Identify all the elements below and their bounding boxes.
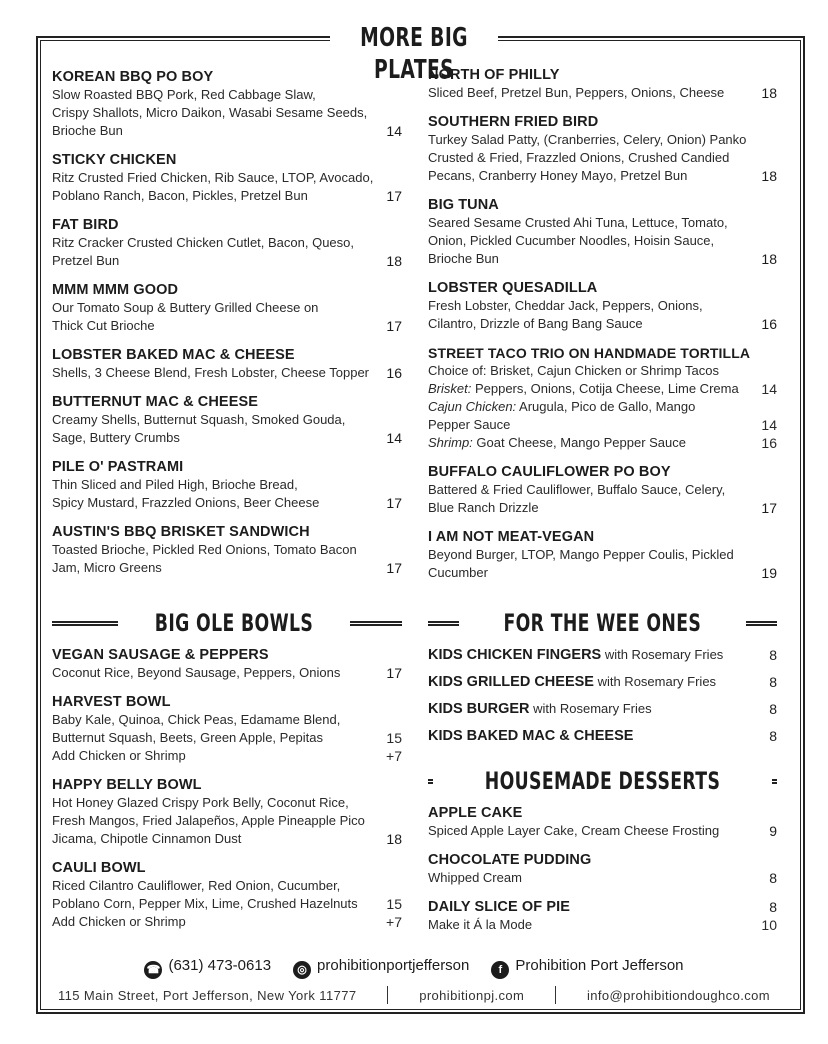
- menu-item: [428, 528, 777, 582]
- divider: [387, 986, 388, 1004]
- menu-item: [52, 346, 402, 382]
- item-description: Baby Kale, Quinoa, Chick Peas, Edamame Blend, Butternut Squash, Beets, Green Apple, Pepitas 15 Add Chicken or Shrimp +7: [52, 712, 402, 764]
- divider: [52, 621, 118, 626]
- item-price: 14: [761, 417, 777, 433]
- item-price: 19: [761, 565, 777, 581]
- instagram-icon: ◎: [293, 961, 311, 979]
- item-name: LOBSTER QUESADILLA: [428, 280, 598, 296]
- left-plates-column: [52, 68, 402, 588]
- item-description: Make it Á la Mode 10: [428, 917, 777, 933]
- item-name: PILE O' PASTRAMI: [52, 459, 184, 475]
- item-name: BIG TUNA: [428, 197, 499, 213]
- item-price-a-la-mode: 10: [761, 917, 777, 933]
- item-price: 8: [769, 870, 777, 886]
- item-price: 16: [761, 316, 777, 332]
- item-description: Creamy Shells, Butternut Squash, Smoked Gouda, Sage, Buttery Crumbs: [52, 412, 346, 445]
- item-price: 8: [769, 899, 777, 915]
- item-name: BUFFALO CAULIFLOWER PO BOY: [428, 464, 671, 480]
- phone-contact[interactable]: ☎ (631) 473-0613: [144, 957, 271, 977]
- item-price: 15: [386, 730, 402, 746]
- item-name: SOUTHERN FRIED BIRD: [428, 114, 599, 130]
- menu-item: [52, 523, 402, 577]
- item-name: APPLE CAKE: [428, 805, 523, 821]
- menu-item: [428, 463, 777, 517]
- item-name: STICKY CHICKEN: [52, 152, 177, 168]
- menu-item: [52, 458, 402, 512]
- item-description: Shells, 3 Cheese Blend, Fresh Lobster, Cheese Topper: [52, 365, 370, 380]
- item-price: 18: [761, 85, 777, 101]
- item-price: 14: [386, 123, 402, 139]
- facebook-contact[interactable]: f Prohibition Port Jefferson: [491, 957, 683, 977]
- menu-item: [52, 776, 402, 848]
- menu-item: [52, 68, 402, 140]
- item-price: 17: [386, 560, 402, 576]
- addon-price: +7: [386, 748, 402, 764]
- bowls-section-header: BIG OLE BOWLS: [52, 608, 402, 638]
- phone-icon: ☎: [144, 961, 162, 979]
- bowls-column: [52, 646, 402, 942]
- menu-item: [428, 196, 777, 268]
- item-description: Seared Sesame Crusted Ahi Tuna, Lettuce, Tomato, Onion, Pickled Cucumber Noodles, Hoisin Sauce, Brioche Bun: [428, 215, 728, 266]
- menu-item: [52, 393, 402, 447]
- item-name: STREET TACO TRIO ON HANDMADE TORTILLA: [428, 345, 751, 361]
- email-link[interactable]: info@prohibitiondoughco.com: [586, 987, 770, 1003]
- item-price: 8: [769, 728, 777, 744]
- desserts-section-header: HOUSEMADE DESSERTS: [428, 766, 777, 796]
- addon-price: +7: [386, 914, 402, 930]
- item-price: 14: [386, 430, 402, 446]
- item-name: CHOCOLATE PUDDING: [428, 852, 592, 868]
- item-price: 8: [769, 701, 777, 717]
- divider: [555, 986, 556, 1004]
- item-name: NORTH OF PHILLY: [428, 67, 560, 83]
- item-description: Our Tomato Soup & Buttery Grilled Cheese on Thick Cut Brioche: [52, 300, 319, 333]
- item-description: Thin Sliced and Piled High, Brioche Bread, Spicy Mustard, Frazzled Onions, Beer Cheese: [52, 477, 320, 510]
- item-description: Sliced Beef, Pretzel Bun, Peppers, Onions, Cheese: [428, 85, 725, 100]
- item-name: HAPPY BELLY BOWL: [52, 777, 202, 793]
- kids-item: KIDS CHICKEN FINGERS with Rosemary Fries 8: [428, 646, 777, 673]
- menu-item: [428, 804, 777, 840]
- desserts-column: [428, 804, 777, 945]
- item-name: LOBSTER BAKED MAC & CHEESE: [52, 347, 295, 363]
- wee-ones-section-header: FOR THE WEE ONES: [428, 608, 777, 638]
- divider: [428, 621, 459, 626]
- item-price: 16: [761, 435, 777, 451]
- item-name: BUTTERNUT MAC & CHEESE: [52, 394, 259, 410]
- menu-item: [52, 646, 402, 682]
- menu-item: [52, 151, 402, 205]
- item-price: 18: [761, 168, 777, 184]
- menu-item: [52, 281, 402, 335]
- address: 115 Main Street, Port Jefferson, New York 11777: [58, 987, 357, 1003]
- item-name: I AM NOT MEAT-VEGAN: [428, 529, 595, 545]
- item-description: Beyond Burger, LTOP, Mango Pepper Coulis, Pickled Cucumber: [428, 547, 734, 580]
- item-price: 18: [386, 831, 402, 847]
- item-name: VEGAN SAUSAGE & PEPPERS: [52, 647, 269, 663]
- kids-item: KIDS GRILLED CHEESE with Rosemary Fries 8: [428, 673, 777, 700]
- right-plates-column: [428, 66, 777, 593]
- item-name: DAILY SLICE OF PIE: [428, 899, 570, 915]
- menu-item: [428, 898, 777, 934]
- item-price: 17: [386, 188, 402, 204]
- item-price: 18: [386, 253, 402, 269]
- item-description: Turkey Salad Patty, (Cranberries, Celery, Onion) Panko Crusted & Fried, Frazzled Onions, Crushed Candied Pecans, Cranberry Honey Mayo, Pretzel Bun: [428, 132, 747, 183]
- item-description: Slow Roasted BBQ Pork, Red Cabbage Slaw, Crispy Shallots, Micro Daikon, Wasabi Sesame Seeds, Brioche Bun: [52, 87, 368, 138]
- item-name: KOREAN BBQ PO BOY: [52, 69, 214, 85]
- item-price: 17: [386, 318, 402, 334]
- contact-row: [0, 957, 828, 977]
- menu-item: [428, 851, 777, 887]
- menu-item: [428, 279, 777, 333]
- menu-item-taco-trio: [428, 344, 777, 452]
- item-price: 14: [761, 381, 777, 397]
- facebook-icon: f: [491, 961, 509, 979]
- menu-item: [428, 113, 777, 185]
- item-price: 8: [769, 647, 777, 663]
- divider: [746, 621, 777, 626]
- item-description: Toasted Brioche, Pickled Red Onions, Tomato Bacon Jam, Micro Greens: [52, 542, 357, 575]
- item-price: 17: [386, 495, 402, 511]
- item-description: Hot Honey Glazed Crispy Pork Belly, Coconut Rice, Fresh Mangos, Fried Jalapeños, Apple Pineapple Pico Jicama, Chipotle Cinnamon Dust: [52, 795, 365, 846]
- item-name: MMM MMM GOOD: [52, 282, 179, 298]
- item-description: Riced Cilantro Cauliflower, Red Onion, Cucumber, Poblano Corn, Pepper Mix, Lime, Crushed Hazelnuts 15 Add Chicken or Shrimp +7: [52, 878, 402, 930]
- item-price: 18: [761, 251, 777, 267]
- item-price: 9: [769, 823, 777, 839]
- item-price: 8: [769, 674, 777, 690]
- item-description: Choice of: Brisket, Cajun Chicken or Shrimp Tacos Brisket: Peppers, Onions, Cotija Cheese, Lime Crema 14 Cajun Chicken: Arugula, Pico de Gallo, Mango Pepper Sauce 14 Shrimp: Goat Cheese, Mango Pepper Sauce 16: [428, 363, 777, 451]
- item-name: AUSTIN'S BBQ BRISKET SANDWICH: [52, 524, 310, 540]
- kids-item: KIDS BAKED MAC & CHEESE 8: [428, 727, 777, 754]
- item-description: Ritz Cracker Crusted Chicken Cutlet, Bacon, Queso, Pretzel Bun: [52, 235, 355, 268]
- item-description: Whipped Cream: [428, 870, 522, 885]
- item-price: 16: [386, 365, 402, 381]
- item-description: Battered & Fried Cauliflower, Buffalo Sauce, Celery, Blue Ranch Drizzle: [428, 482, 726, 515]
- menu-item: [52, 859, 402, 931]
- divider: [350, 621, 402, 626]
- website-link[interactable]: prohibitionpj.com: [419, 987, 525, 1003]
- item-description: Coconut Rice, Beyond Sausage, Peppers, Onions: [52, 665, 341, 680]
- item-description: Ritz Crusted Fried Chicken, Rib Sauce, LTOP, Avocado, Poblano Ranch, Bacon, Pickles, Pretzel Bun: [52, 170, 374, 203]
- item-price: 17: [761, 500, 777, 516]
- address-row: [58, 986, 770, 1004]
- item-price: 17: [386, 665, 402, 681]
- menu-item: [428, 66, 777, 102]
- menu-item: [52, 693, 402, 765]
- item-name: FAT BIRD: [52, 217, 119, 233]
- page-title: MORE BIG PLATES: [330, 22, 498, 54]
- menu-item: [52, 216, 402, 270]
- item-name: CAULI BOWL: [52, 860, 146, 876]
- instagram-contact[interactable]: ◎ prohibitionportjefferson: [293, 957, 469, 977]
- item-description: Fresh Lobster, Cheddar Jack, Peppers, Onions, Cilantro, Drizzle of Bang Bang Sauce: [428, 298, 703, 331]
- kids-item: KIDS BURGER with Rosemary Fries 8: [428, 700, 777, 727]
- item-name: HARVEST BOWL: [52, 694, 171, 710]
- kids-column: [428, 646, 777, 754]
- item-price: 15: [386, 896, 402, 912]
- item-description: Spiced Apple Layer Cake, Cream Cheese Frosting: [428, 823, 720, 838]
- divider: [772, 779, 777, 784]
